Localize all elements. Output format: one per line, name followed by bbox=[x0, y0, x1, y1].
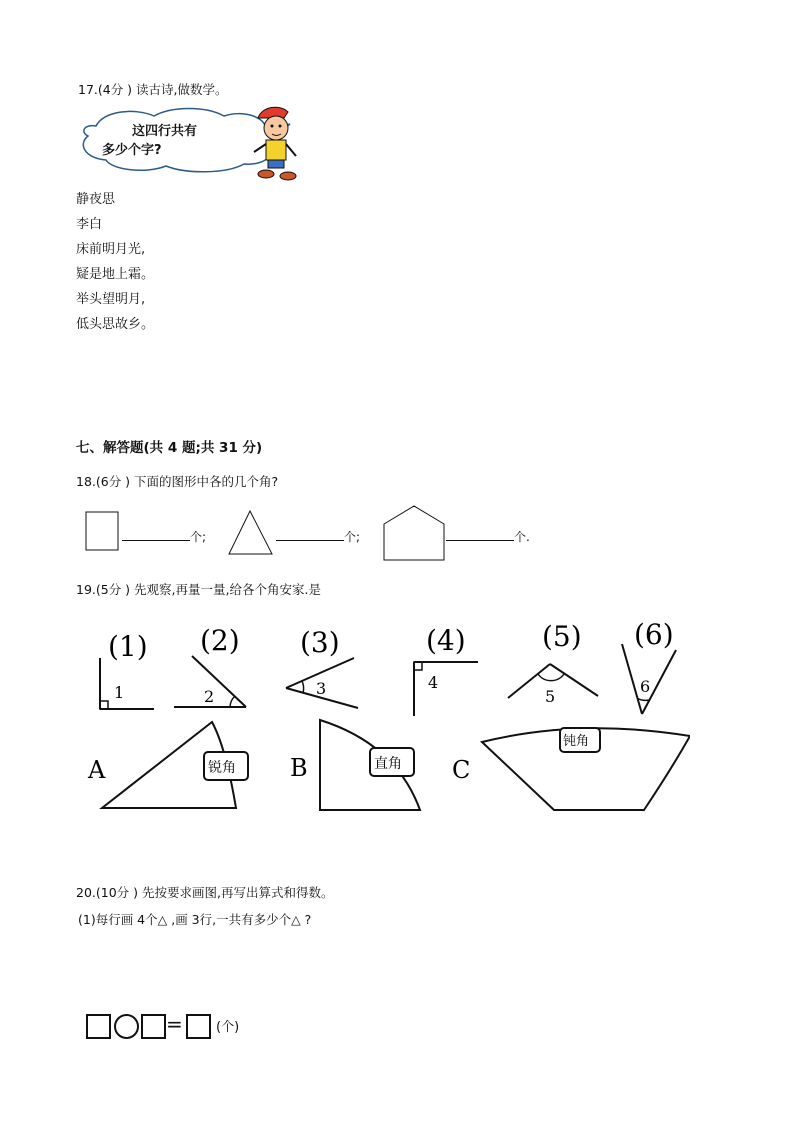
unit-text: 个 bbox=[344, 530, 357, 544]
unit-label: (个) bbox=[216, 1020, 240, 1035]
angle-6[interactable] bbox=[622, 618, 676, 714]
cartoon-illustration bbox=[76, 104, 306, 184]
unit-text: 个 bbox=[514, 530, 527, 544]
angles-figure bbox=[80, 618, 690, 828]
house-right[interactable] bbox=[290, 720, 420, 810]
angle-2[interactable] bbox=[174, 624, 246, 707]
q17-label: 17.(4分 ) 读古诗,做数学。 bbox=[78, 82, 228, 97]
bubble-line-1: 这四行共有 bbox=[132, 124, 198, 139]
angle-1[interactable] bbox=[100, 630, 154, 709]
angle-4[interactable] bbox=[414, 624, 478, 716]
angle-label: (3) bbox=[300, 626, 340, 659]
angle-number: 1 bbox=[114, 683, 125, 702]
bubble-line-2: 多少个字? bbox=[102, 143, 162, 158]
answer-blank[interactable] bbox=[446, 540, 514, 541]
q20-label: 20.(10分 ) 先按要求画图,再写出算式和得数。 bbox=[76, 885, 334, 900]
separator: ; bbox=[356, 530, 361, 544]
q20-sub1: (1)每行画 4个△ ,画 3行,一共有多少个△ ? bbox=[78, 912, 312, 927]
answer-blank[interactable] bbox=[122, 540, 190, 541]
q19-label: 19.(5分 ) 先观察,再量一量,给各个角安家.是 bbox=[76, 582, 321, 597]
angle-number: 5 bbox=[545, 687, 556, 706]
section-title: 七、解答题(共 4 题;共 31 分) bbox=[76, 440, 263, 456]
answer-blank[interactable] bbox=[276, 540, 344, 541]
separator: ; bbox=[202, 530, 207, 544]
rectangle-shape bbox=[84, 508, 124, 554]
angle-label: (6) bbox=[634, 618, 674, 651]
angle-5[interactable] bbox=[508, 620, 598, 706]
house-tag: 直角 bbox=[374, 756, 402, 772]
q18-answer-2 bbox=[276, 528, 360, 545]
poem-line: 床前明月光, bbox=[76, 242, 146, 257]
equation-box-2[interactable] bbox=[141, 1014, 166, 1039]
angle-number: 6 bbox=[640, 677, 651, 696]
angle-label: (2) bbox=[200, 624, 240, 657]
poem-line: 低头思故乡。 bbox=[76, 317, 155, 332]
house-letter: C bbox=[452, 756, 471, 784]
unit-text: 个 bbox=[190, 530, 203, 544]
equals-sign: = bbox=[166, 1012, 183, 1036]
angle-number: 4 bbox=[428, 673, 439, 692]
house-acute[interactable] bbox=[87, 722, 248, 808]
end-mark: . bbox=[526, 530, 530, 544]
q18-answer-1 bbox=[122, 528, 206, 545]
house-letter: A bbox=[88, 756, 106, 784]
poem-line: 静夜思 bbox=[76, 192, 116, 207]
q18-label: 18.(6分 ) 下面的图形中各的几个角? bbox=[76, 474, 279, 489]
poem-line: 李白 bbox=[76, 217, 103, 232]
angle-label: (5) bbox=[542, 620, 582, 653]
triangle-shape bbox=[226, 508, 276, 558]
angle-label: (1) bbox=[108, 630, 148, 663]
angle-number: 3 bbox=[316, 679, 327, 698]
angle-label: (4) bbox=[426, 624, 466, 657]
house-tag: 锐角 bbox=[208, 760, 236, 776]
angle-number: 2 bbox=[204, 687, 215, 706]
q18-answer-3 bbox=[446, 528, 530, 545]
operator-circle[interactable] bbox=[114, 1014, 139, 1039]
house-letter: B bbox=[290, 754, 308, 782]
result-box[interactable] bbox=[186, 1014, 211, 1039]
angle-3[interactable] bbox=[286, 626, 358, 708]
poem-line: 疑是地上霜。 bbox=[76, 267, 155, 282]
house-tag: 钝角 bbox=[563, 734, 590, 749]
pentagon-shape bbox=[382, 504, 448, 562]
equation-box-1[interactable] bbox=[86, 1014, 111, 1039]
house-obtuse[interactable] bbox=[452, 728, 690, 810]
poem-line: 举头望明月, bbox=[76, 292, 146, 307]
